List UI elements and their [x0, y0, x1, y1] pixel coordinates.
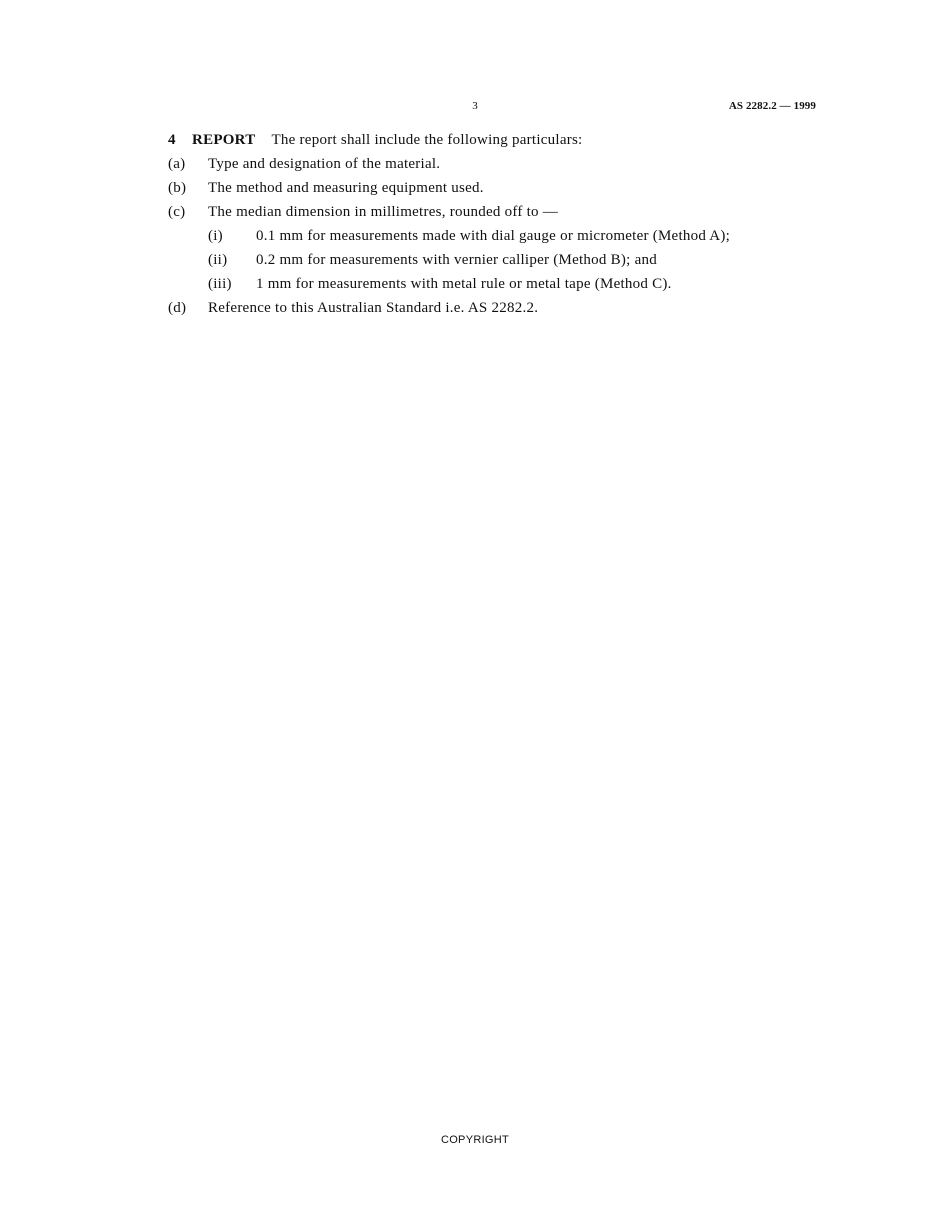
list-item-label: (d): [168, 300, 187, 316]
list-item-text: The method and measuring equipment used.: [208, 180, 484, 196]
sub-item-label: (i): [208, 228, 223, 244]
document-reference: AS 2282.2 — 1999: [728, 100, 816, 112]
list-item-a: [168, 153, 818, 177]
list-item-b: [168, 177, 818, 201]
list-item-label: (c): [168, 204, 186, 220]
list-item-c: [168, 201, 818, 225]
sub-item-i: [168, 225, 818, 249]
list-item-label: (a): [168, 156, 186, 172]
clause-number: 4: [168, 132, 176, 148]
sub-item-iii: [168, 273, 818, 297]
list-item-d: [168, 297, 818, 321]
report-clause: [168, 129, 818, 321]
clause-intro: The report shall include the following particulars:: [271, 132, 583, 148]
sub-item-label: (iii): [208, 276, 232, 292]
sub-item-text: 1 mm for measurements with metal rule or metal tape (Method C).: [256, 276, 672, 292]
clause-heading-line: [168, 129, 818, 153]
sub-item-text: 0.1 mm for measurements made with dial gauge or micrometer (Method A);: [256, 228, 731, 244]
list-item-text: Type and designation of the material.: [208, 156, 441, 172]
list-item-text: The median dimension in millimetres, rounded off to —: [208, 204, 558, 220]
sub-item-ii: [168, 249, 818, 273]
list-item-label: (b): [168, 180, 187, 196]
page-number: 3: [472, 100, 478, 112]
copyright-footer: COPYRIGHT: [440, 1134, 510, 1146]
clause-title: REPORT: [192, 132, 256, 148]
list-item-text: Reference to this Australian Standard i.e. AS 2282.2.: [208, 300, 539, 316]
sub-item-text: 0.2 mm for measurements with vernier calliper (Method B); and: [256, 252, 657, 268]
sub-item-label: (ii): [208, 252, 228, 268]
